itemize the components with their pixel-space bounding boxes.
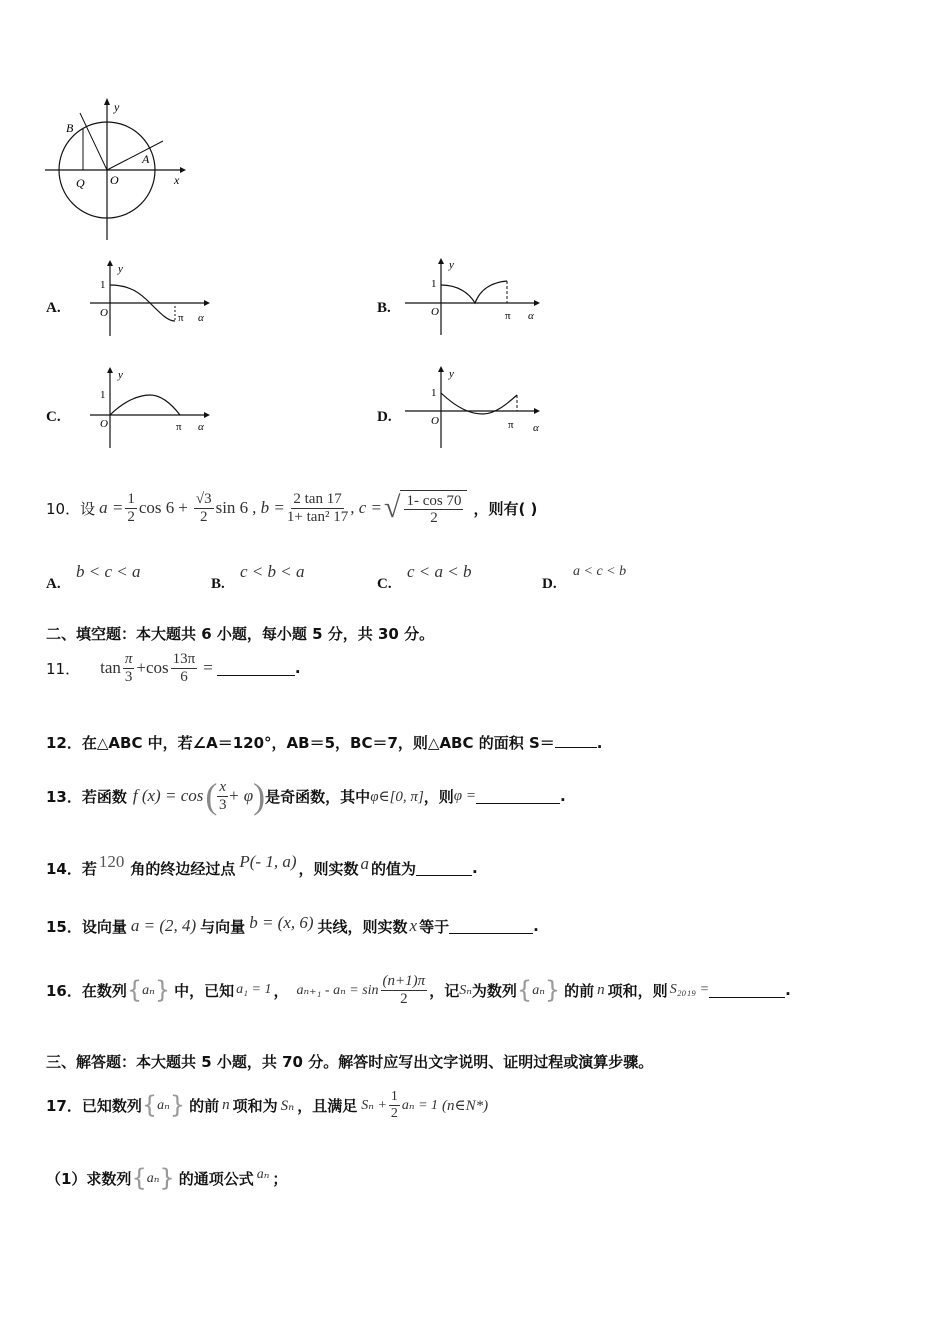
option-d-label: D. xyxy=(377,409,392,425)
svg-text:1: 1 xyxy=(100,389,106,401)
svg-text:O: O xyxy=(431,306,439,318)
graph-option-a xyxy=(80,258,220,338)
circle-a-label: A xyxy=(142,152,150,166)
svg-text:π: π xyxy=(505,310,511,322)
svg-text:y: y xyxy=(449,368,454,380)
svg-text:α: α xyxy=(533,422,539,434)
svg-text:1: 1 xyxy=(431,278,437,290)
circle-o-label: O xyxy=(110,173,119,187)
section-3-heading: 三、解答题：本大题共 5 小题，共 70 分。解答时应写出文字说明、证明过程或演算步骤。 xyxy=(46,1053,654,1071)
svg-text:y: y xyxy=(118,263,123,275)
svg-text:α: α xyxy=(198,312,204,324)
svg-text:y: y xyxy=(449,259,454,271)
svg-text:1: 1 xyxy=(431,387,437,399)
svg-text:y: y xyxy=(118,369,123,381)
question-17: 17．已知数列 { aₙ } 的前 n 项和为 Sₙ ，且满足 Sₙ + $\frac{1}{2}$ aₙ = 1 (n∈N*) xyxy=(46,1089,489,1121)
question-15: 15．设向量 a = (2, 4) 与向量 b = (x, 6) 共线，则实数 x 等于 . xyxy=(46,913,539,936)
circle-b-label: B xyxy=(66,121,74,135)
svg-text:α: α xyxy=(528,310,534,322)
q11-answer-blank[interactable] xyxy=(217,661,295,676)
q14-answer-blank[interactable] xyxy=(416,861,472,876)
svg-text:π: π xyxy=(508,419,514,431)
question-16: 16．在数列 { aₙ } 中，已知 a₁ = 1 ， aₙ₊₁ - aₙ = sin $\frac{(n+1)\pi}{2}$ ，记 Sₙ 为数列 { aₙ } 的前 n 项和，则 S₂₀₁₉ = . xyxy=(46,973,791,1007)
question-14: 14．若 120 角的终边经过点 P(- 1, a) ，则实数 a 的值为 . xyxy=(46,852,478,878)
question-13: 13．若函数 f (x) = cos ( $\frac{x}{3}$ + φ ) 是奇函数，其中 φ∈[0, π] ，则 φ = . xyxy=(46,776,566,816)
section-2-heading: 二、填空题：本大题共 6 小题，每小题 5 分，共 30 分。 xyxy=(46,625,435,643)
q12-answer-blank[interactable] xyxy=(555,733,597,748)
option-c-label: C. xyxy=(46,409,61,425)
question-17-part-1: （1）求数列 { aₙ } 的通项公式 aₙ ； xyxy=(46,1164,288,1192)
q16-answer-blank[interactable] xyxy=(709,983,785,998)
svg-text:O: O xyxy=(100,307,108,319)
q13-answer-blank[interactable] xyxy=(476,789,560,804)
question-12: 12．在△ABC 中，若∠A＝120°，AB＝5，BC＝7，则△ABC 的面积 S＝ . xyxy=(46,734,603,752)
q15-answer-blank[interactable] xyxy=(449,919,533,934)
circle-x-label: x xyxy=(174,173,180,187)
unit-circle-figure xyxy=(40,95,190,245)
graph-option-c xyxy=(80,364,220,449)
circle-y-label: y xyxy=(114,100,120,114)
svg-text:π: π xyxy=(176,421,182,433)
question-11: 11． tan $\frac{\pi}{3}$ + cos $\frac{13\pi}{6}$ = . xyxy=(46,651,301,685)
graph-option-d xyxy=(403,364,553,449)
svg-text:π: π xyxy=(178,312,184,324)
svg-text:O: O xyxy=(431,415,439,427)
question-10: 10．设 a = $\frac{1}{2}$ cos 6 + $\frac{√3}{2}$ sin 6 , b = $\frac{2 \tan 17}{\text{1+ tan² 17}}$ , c = √ $\frac{1- \cos 70}{2}$ ，则有( ) xyxy=(46,491,538,526)
svg-text:O: O xyxy=(100,418,108,430)
circle-q-label: Q xyxy=(76,176,85,190)
q10-options: A. b < c < a B. c < b < a C. c < a < b D. a < c < b xyxy=(46,562,627,592)
svg-text:1: 1 xyxy=(100,279,106,291)
option-b-label: B. xyxy=(377,300,391,316)
svg-text:α: α xyxy=(198,421,204,433)
option-a-label: A. xyxy=(46,300,61,316)
graph-option-b xyxy=(403,255,553,335)
